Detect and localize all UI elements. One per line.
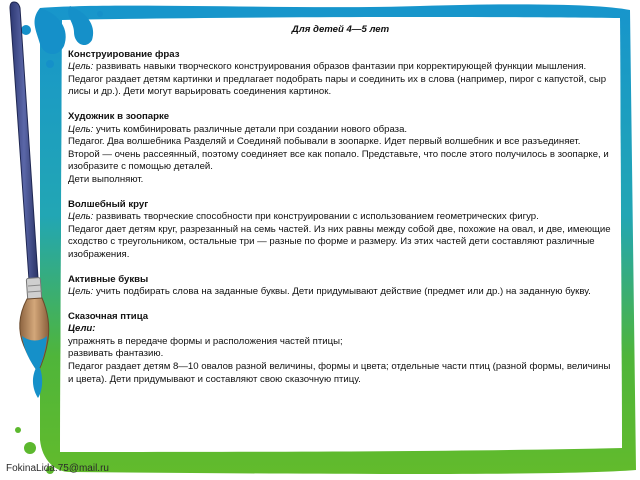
- goal-text: развивать творческие способности при конструировании с использованием геометрических фигур.: [93, 211, 539, 223]
- section-goal: [68, 124, 613, 137]
- section-body: Педагог раздает детям картинки и предлагает подобрать пары и соединить их в слова (например, пирог с капустой, сыр лисы и др.). Дети могут варьировать соединения картинок.: [68, 73, 607, 98]
- goal-line: развивать фантазию.: [68, 348, 164, 360]
- section-body: Педагог раздает детям 8—10 овалов разной величины, формы и цвета; отдельные части птиц (разной формы, величины и цвета). Дети придумывают и составляют свою сказочную птицу.: [68, 361, 611, 385]
- section-title: Активные буквы: [68, 273, 149, 285]
- section-goal: [68, 286, 613, 299]
- document-body: [68, 24, 613, 398]
- goal-text: развивать навыки творческого конструирования образов фантазии при корректирующей функции мышления.: [93, 61, 587, 73]
- section-zoo-artist: [68, 111, 613, 187]
- section-active-letters: [68, 274, 613, 299]
- section-fairy-bird: [68, 311, 613, 387]
- section-goal: [68, 211, 613, 224]
- goal-line: упражнять в передаче формы и расположения частей птицы;: [68, 335, 343, 347]
- goal-label: Цель:: [68, 286, 94, 298]
- author-email-watermark: FokinaLida.75@mail.ru: [6, 463, 109, 474]
- goal-text: учить комбинировать различные детали при создании нового образа.: [93, 123, 408, 135]
- page-heading: Для детей 4—5 лет: [291, 24, 390, 35]
- goals-label: Цели:: [68, 323, 96, 335]
- section-goal: [68, 61, 613, 74]
- goal-label: Цель:: [68, 211, 94, 223]
- section-title: Художник в зоопарке: [68, 110, 170, 122]
- section-body: Педагог. Два волшебника Разделяй и Соединяй побывали в зоопарке. Идет первый волшебник и все разъединяет. Второй — очень рассеянный, поэтому соединяет все как попало. Представьте, что после этого получилось в зоопарке, и изобразите с помощью деталей.: [68, 136, 609, 173]
- section-title: Конструирование фраз: [68, 48, 180, 60]
- section-magic-circle: [68, 199, 613, 262]
- section-title: Сказочная птица: [68, 310, 149, 322]
- goal-text: учить подбирать слова на заданные буквы. Дети придумывают действие (предмет или др.) на заданную букву.: [93, 286, 591, 298]
- section-title: Волшебный круг: [68, 198, 149, 210]
- section-phrase-construction: [68, 49, 613, 99]
- section-body: Педагог дает детям круг, разрезанный на семь частей. Из них равны между собой две, похожие на овал, и две, имеющие сходство с треугольником, остальные три — разные по форме и размеру. Из этих частей дети составляют различные изображения.: [68, 223, 611, 260]
- goal-label: Цель:: [68, 61, 94, 73]
- goal-label: Цель:: [68, 123, 94, 135]
- section-body-extra: Дети выполняют.: [68, 173, 144, 185]
